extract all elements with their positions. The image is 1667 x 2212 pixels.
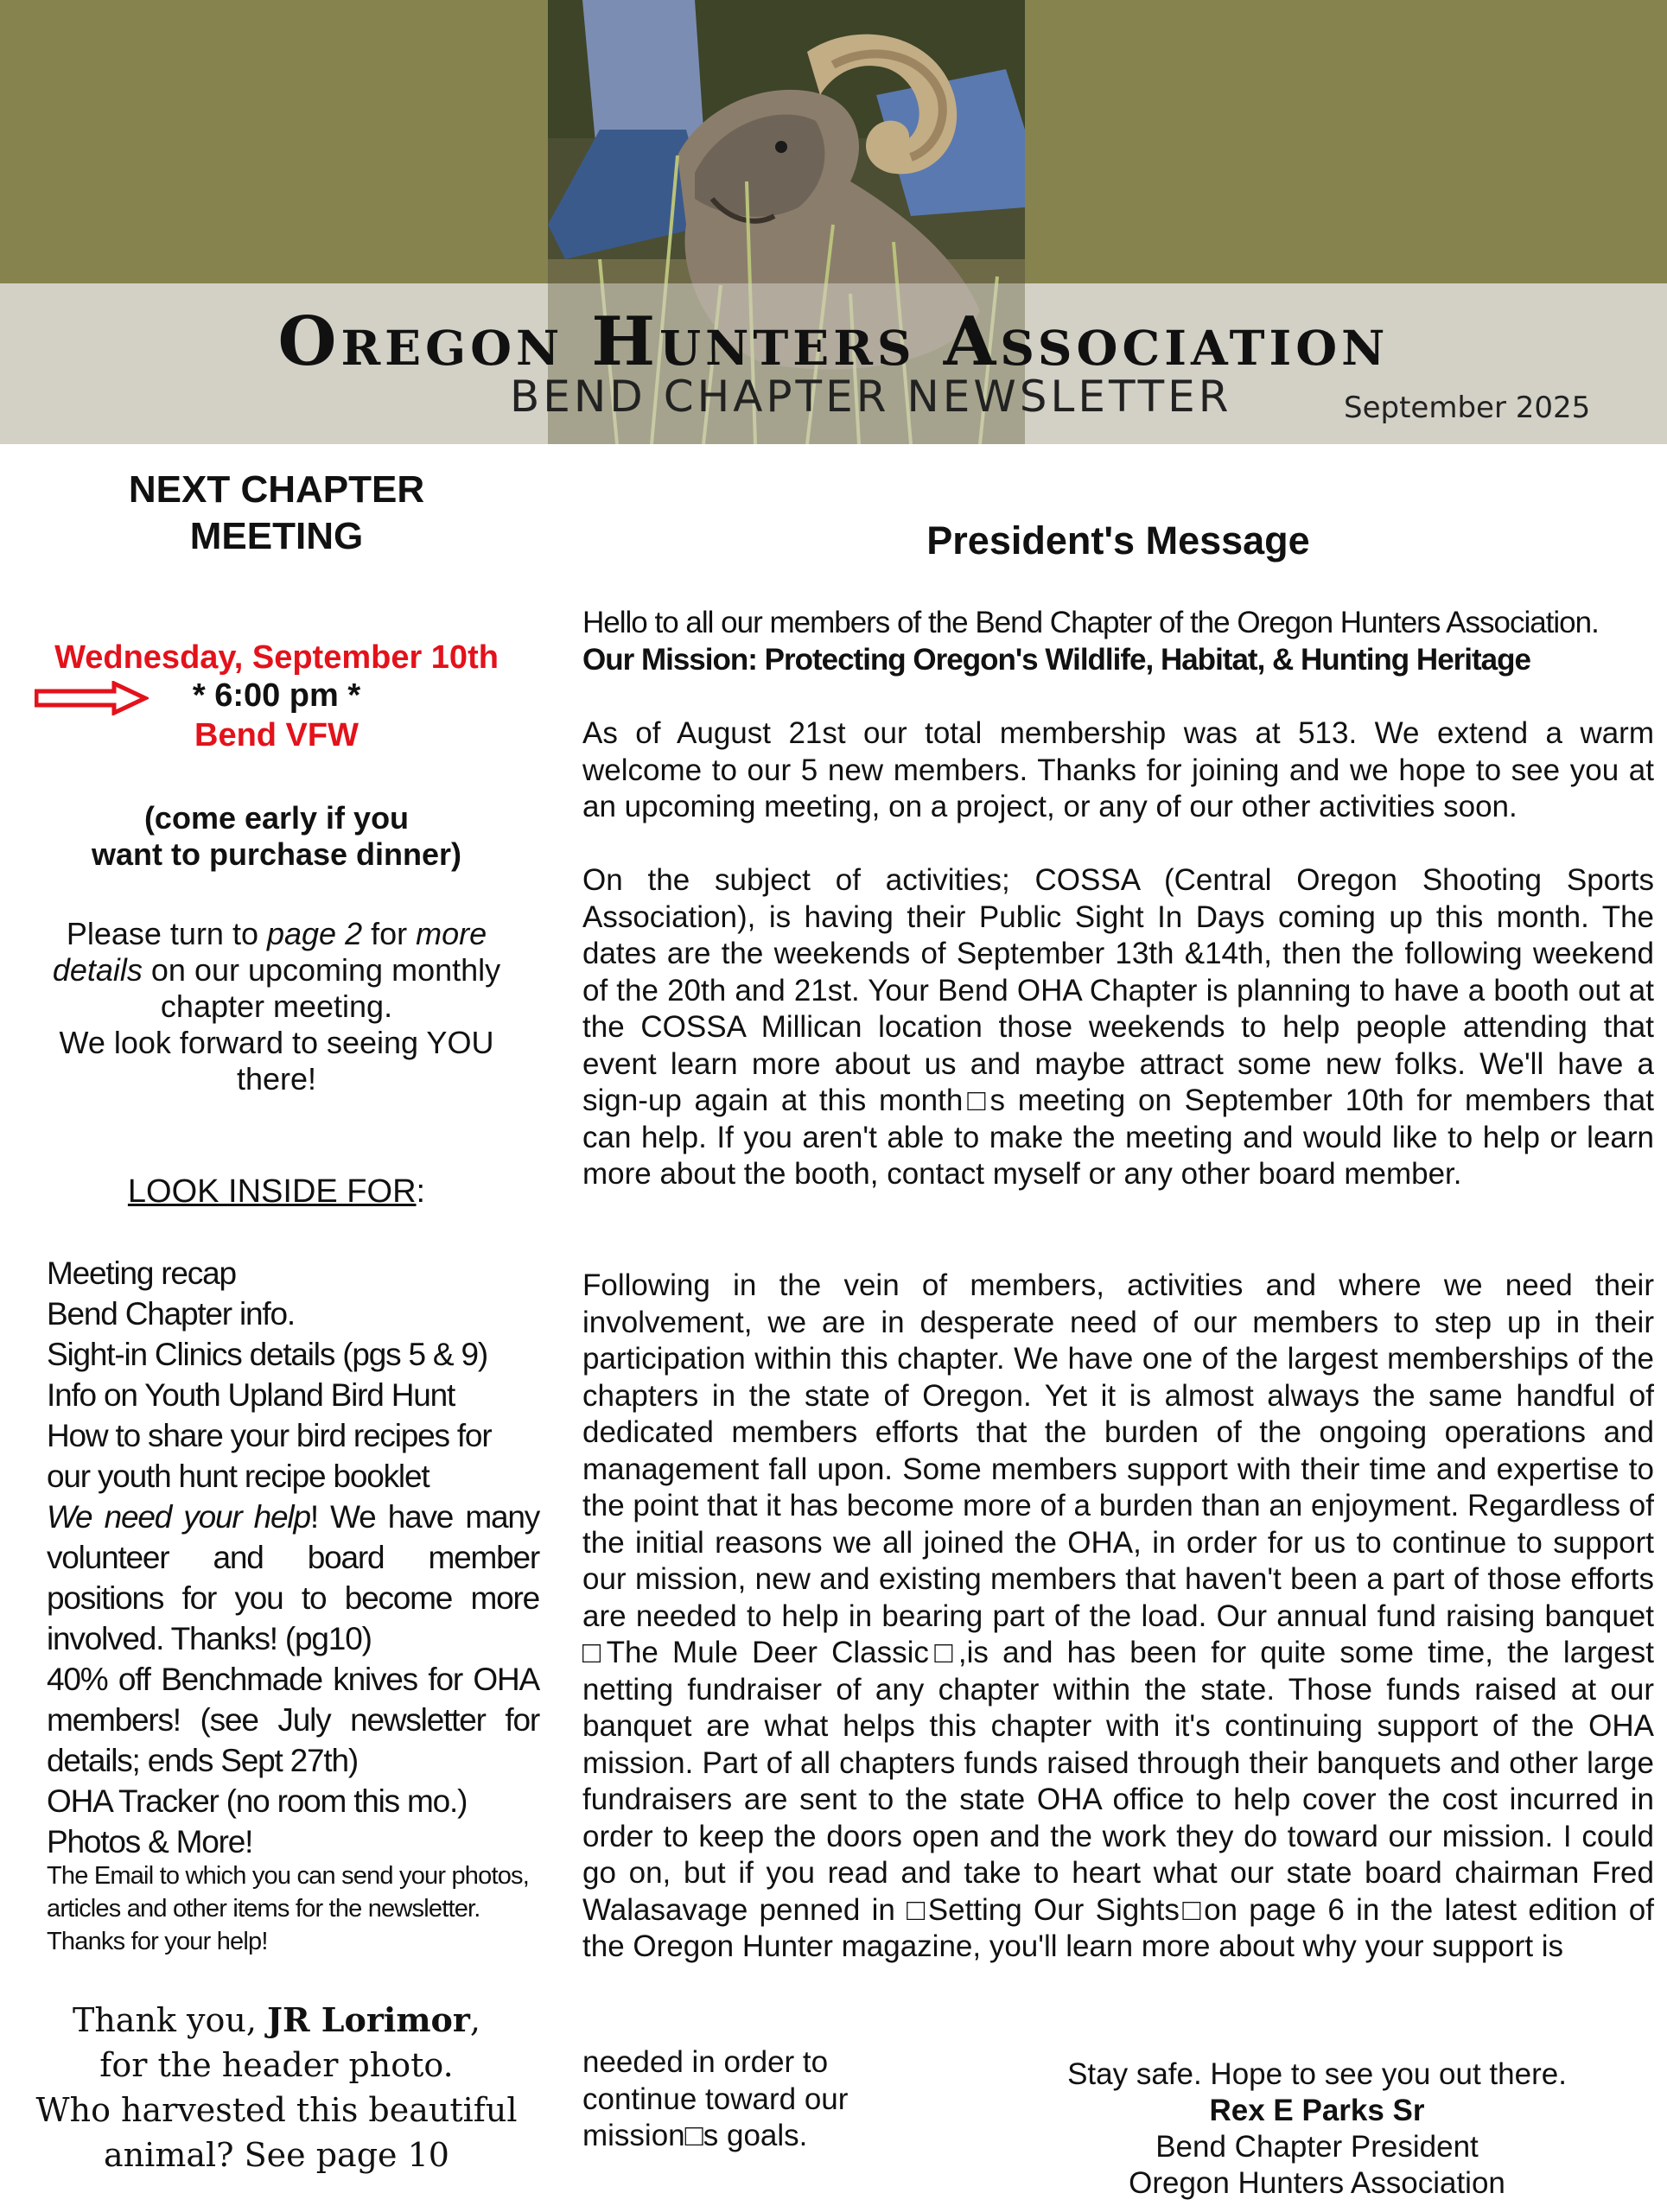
involvement-paragraph-end: needed in order to continue toward our mission□s goals.	[582, 2045, 849, 2152]
look-inside-colon: :	[416, 1173, 426, 1210]
photo-credit	[0, 1998, 553, 2177]
list-item: Bend Chapter info.	[47, 1296, 295, 1332]
details-text: for	[362, 916, 417, 951]
greeting-text: Hello to all our members of the Bend Chapter of the Oregon Hunters Association.	[582, 606, 1599, 639]
credit-text: Who harvested this beautiful	[35, 2091, 518, 2129]
photographer-name: JR Lorimor	[267, 2000, 470, 2039]
help-italic: We need your help	[47, 1499, 310, 1535]
meeting-place: Bend VFW	[194, 717, 359, 753]
signer-organization: Oregon Hunters Association	[1129, 2166, 1505, 2200]
details-text: We look forward to seeing YOU there!	[59, 1025, 494, 1096]
details-italic: details	[52, 952, 143, 988]
involvement-paragraph: Following in the vein of members, activities and where we need their involvement, we are in desperate need of our members to step up in their participation within this chapter. We have one of the largest memberships of the chapters in the state of Oregon. Yet it is almost always the same handful of dedicated members efforts that the burden of the ongoing operations and management fall upon. Some members support with their time and expertise to the point that it has become more of a burden than an enjoyment. Regardless of the initial reasons we all joined the OHA, in order for us to continue to support our mission, new and existing members that haven't been a part of those efforts are needed to help in bearing part of the load. Our annual fund raising banquet □The Mule Deer Classic□,is and has been for quite some time, the largest netting fundraiser of any chapter within the state. Those funds raised at our banquet are what helps this chapter with it's continuing support of the OHA mission. Part of all chapters funds raised through their banquets and other large fundraisers are sent to the state OHA office to help cover the cost incurred in order to keep the doors open and the work they do toward our mission. I could go on, but if you read and take to heart what our state board chairman Fred Walasavage penned in □Setting Our Sights□on page 6 in the latest edition of the Oregon Hunter magazine, you'll learn more about why your support is	[582, 1268, 1654, 1963]
dinner-note	[0, 800, 553, 873]
cossa-paragraph: On the subject of activities; COSSA (Central Oregon Shooting Sports Association), is having their Public Sight In Days coming up this month. The dates are the weekends of September 13th &14th, then the following weekend of the 20th and 21st. Your Bend OHA Chapter is planning to have a booth out at the COSSA Millican location those weekends to help people attending that event learn more about us and maybe attract some new folks. We'll have a sign-up again at this month□s meeting on September 10th for members that can help. If you aren't able to make the meeting and would like to help or learn more about the booth, contact myself or any other board member.	[582, 863, 1654, 1191]
list-item: OHA Tracker (no room this mo.)	[47, 1783, 468, 1819]
list-item-volunteer	[47, 1497, 539, 1659]
look-inside-heading-text: LOOK INSIDE FOR	[127, 1173, 417, 1210]
credit-text: animal? See page 10	[104, 2136, 449, 2174]
list-item: Meeting recap	[47, 1255, 236, 1291]
membership-paragraph: As of August 21st our total membership was at 513. We extend a warm welcome to our 5 new members. Thanks for joining and we hope to see you at an upcoming meeting, on a project, or any of our other activities soon.	[582, 716, 1654, 823]
presidents-message-heading: President's Message	[926, 518, 1310, 563]
closing-line: Stay safe. Hope to see you out there.	[1067, 2057, 1567, 2091]
meeting-day: Wednesday, September 10th	[54, 639, 499, 676]
newsletter-title: Oregon Hunters Association	[277, 302, 1390, 381]
list-item: Photos & More!	[47, 1824, 253, 1859]
look-inside-heading	[0, 1173, 553, 1211]
credit-text: for the header photo.	[99, 2046, 454, 2084]
next-meeting-heading-line1: NEXT CHAPTER	[128, 468, 425, 511]
details-italic: more	[416, 916, 487, 951]
greeting-paragraph	[582, 605, 1654, 678]
dinner-note-line2: want to purchase dinner)	[91, 836, 462, 872]
credit-text: Thank you,	[72, 2001, 268, 2039]
newsletter-subtitle: BEND CHAPTER NEWSLETTER	[510, 372, 1232, 422]
signer-name: Rex E Parks Sr	[1209, 2094, 1425, 2127]
credit-text: ,	[469, 2001, 480, 2039]
list-item: How to share your bird recipes for our youth hunt recipe booklet	[47, 1418, 492, 1494]
signature-block	[989, 2056, 1645, 2202]
help-text: ! We have many volunteer and board member positions for you to become more involved. Thanks! (pg10)	[47, 1499, 539, 1656]
mission-statement: Our Mission: Protecting Oregon's Wildlife, Habitat, & Hunting Heritage	[582, 642, 1530, 677]
signer-title: Bend Chapter President	[1155, 2130, 1479, 2164]
dinner-note-line1: (come early if you	[143, 800, 410, 836]
list-item: Info on Youth Upland Bird Hunt	[47, 1377, 455, 1413]
list-item: 40% off Benchmade knives for OHA members! (see July newsletter for details; ends Sept 27th)	[47, 1662, 539, 1778]
issue-date: September 2025	[1344, 391, 1591, 425]
details-text: on our upcoming monthly chapter meeting.	[142, 952, 501, 1024]
next-meeting-heading	[0, 467, 553, 560]
meeting-details	[17, 916, 536, 1097]
list-item: Sight-in Clinics details (pgs 5 & 9)	[47, 1337, 487, 1372]
meeting-time: * 6:00 pm *	[192, 677, 361, 714]
details-text: Please turn to	[66, 916, 267, 951]
right-arrow-icon	[35, 681, 149, 715]
page-ref: page 2	[266, 916, 363, 951]
email-note: The Email to which you can send your photos, articles and other items for the newsletter. Thanks for your help!	[47, 1862, 530, 1955]
next-meeting-heading-line2: MEETING	[189, 515, 364, 557]
look-inside-list	[47, 1253, 539, 1862]
